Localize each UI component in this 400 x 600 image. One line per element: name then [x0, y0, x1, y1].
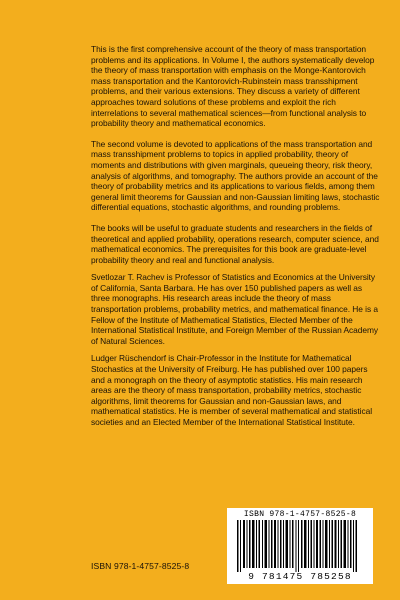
barcode — [227, 508, 373, 584]
isbn-text: ISBN 978-1-4757-8525-8 — [91, 561, 190, 571]
barcode-bars — [235, 520, 365, 572]
paragraph-author-ruschendorf: Ludger Rüschendorf is Chair-Professor in the Institute for Mathematical Stochastics at the University of Freiburg. He has published over 100 papers and a monograph on the theory of asymptotic statistics. His main research areas are the theory of mass transportation, probability metrics, stochastic algorithms, limit theorems for Gaussian and non-Gaussian laws, and mathematical statistics. He is member of several mathematical and statistical societies and an Elected Member of the International Statistical Institute. — [91, 353, 373, 427]
barcode-isbn-label: ISBN 978-1-4757-8525-8 — [243, 510, 357, 519]
paragraph-audience: The books will be useful to graduate students and researchers in the fields of theoretical and applied probability, operations research, computer science, and mathematical economics. The prerequisites for this book are graduate-level probability theory and real and functional analysis. — [91, 222, 379, 265]
paragraph-author-rachev: Svetlozar T. Rachev is Professor of Statistics and Economics at the University of California, Santa Barbara. He has over 150 published papers as well as three monographs. His research areas include the theory of mass transportation problems, probability metrics, and mathematical finance. He is a Fellow of the Institute of Mathematical Statistics, Elected Member of the International Statistical Institute, and Foreign Member of the Russian Academy of Natural Sciences. — [91, 272, 379, 346]
paragraph-volume-two: The second volume is devoted to applications of the mass transportation and mass transshipment problems to topics in applied probability, theory of moments and distributions with given marginals, queueing theory, risk theory, analysis of algorithms, and tomography. The authors provide an account of the theory of probability metrics and its applications to various fields, among them general limit theorems for Gaussian and non-Gaussian limiting laws, stochastic differential equations, stochastic algorithms, and rounding problems. — [91, 138, 380, 213]
barcode-digits: 9 781475 785258 — [248, 571, 352, 582]
paragraph-overview: This is the first comprehensive account of the theory of mass transportation problems and its applications. In Volume I, the authors systematically develop the theory of mass transportation with emphasis on the Monge-Kantorovich mass transportation and the Kantorovich-Rubinstein mass transshipment problems, and their various extensions. They discuss a variety of different approaches toward solutions of these problems and exploit the rich interrelations to several mathematical sciences—from functional analysis to probability theory and mathematical economics. — [91, 44, 375, 129]
back-cover-text — [91, 44, 381, 435]
